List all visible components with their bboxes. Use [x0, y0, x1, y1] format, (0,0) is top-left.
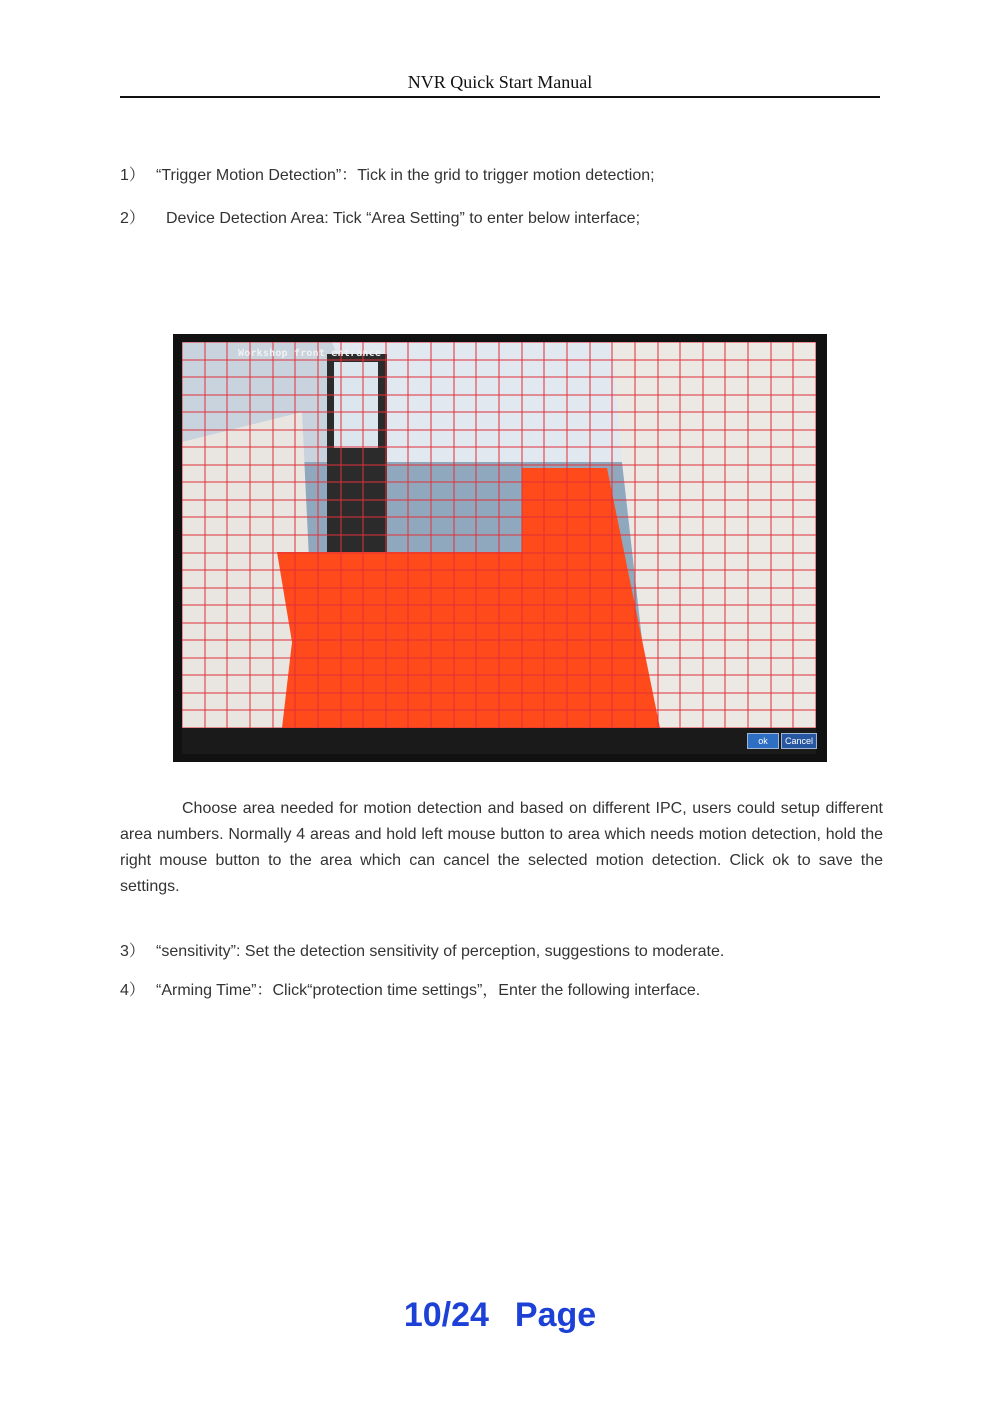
- motion-area-screenshot: [173, 334, 827, 762]
- page-word: Page: [514, 1296, 597, 1334]
- step-item-3: [120, 938, 724, 961]
- step-number: 4）: [120, 982, 145, 999]
- camera-scene: [182, 342, 816, 728]
- step-item-1: [120, 162, 655, 185]
- step-item-4: [120, 977, 700, 1000]
- step-text: “Trigger Motion Detection”：Tick in the grid to trigger motion detection;: [156, 167, 655, 184]
- header-rule: [120, 96, 880, 98]
- paragraph-text: Choose area needed for motion detection and based on different IPC, users could setup different area numbers. Normally 4 areas and hold left mouse button to area which needs motion detection, hold the right mouse button to the area which can cancel the selected motion detection. Click ok to save the settings.: [120, 800, 883, 895]
- camera-view: [182, 342, 816, 728]
- step-number: 1）: [120, 167, 145, 184]
- camera-label: Workshop front entrance: [238, 348, 382, 359]
- page-footer: [0, 1296, 1000, 1335]
- instruction-paragraph: [120, 796, 883, 900]
- step-number: 2）: [120, 210, 145, 227]
- ok-button[interactable]: ok: [747, 733, 779, 749]
- step-text: “Arming Time”：Click“protection time settings”，Enter the following interface.: [156, 982, 701, 999]
- header-title: NVR Quick Start Manual: [407, 72, 593, 92]
- page-number: 10/24: [403, 1296, 489, 1334]
- step-text: Device Detection Area: Tick “Area Setting” to enter below interface;: [166, 210, 641, 227]
- step-item-2: [120, 205, 640, 228]
- cancel-button[interactable]: Cancel: [781, 733, 817, 749]
- dialog-button-bar: [182, 728, 816, 754]
- step-number: 3）: [120, 943, 145, 960]
- step-text: “sensitivity”: Set the detection sensitivity of perception, suggestions to moderate.: [156, 943, 725, 960]
